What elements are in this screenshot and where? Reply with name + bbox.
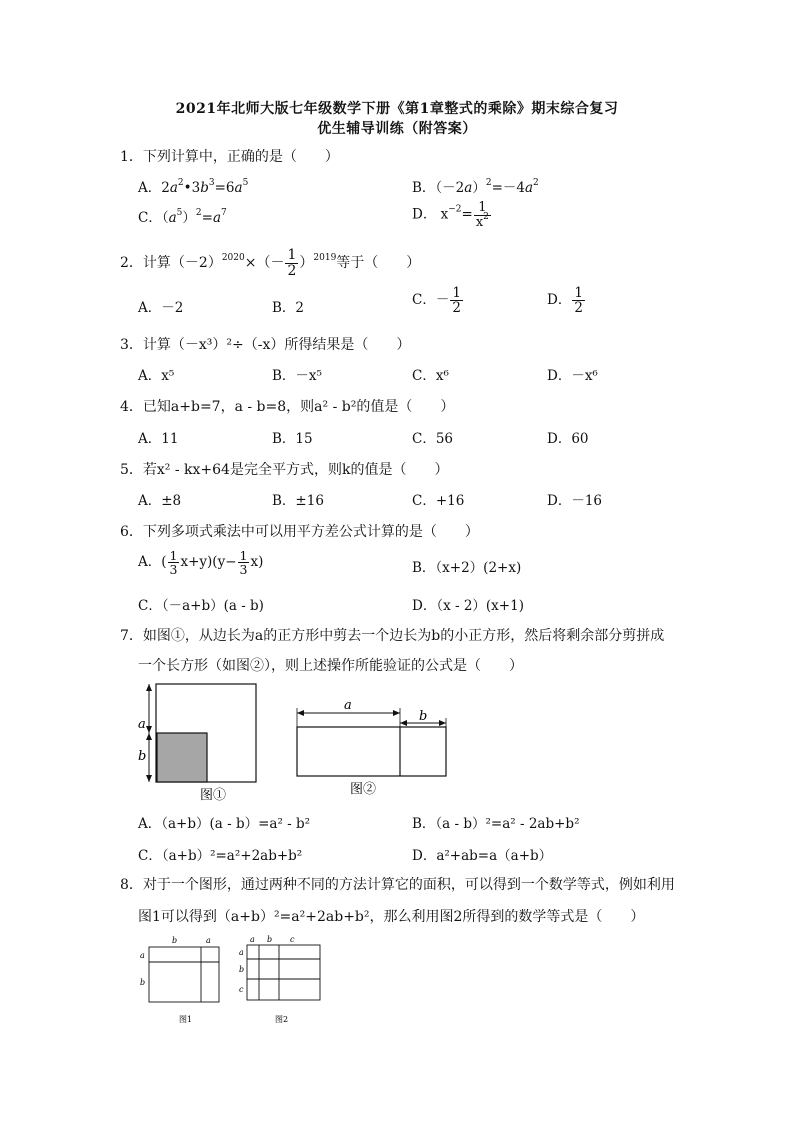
q7-stem-line2: 一个长方形（如图②），则上述操作所能验证的公式是（ ） bbox=[138, 658, 523, 674]
q2-option-b[interactable]: B．2 bbox=[272, 300, 305, 316]
q4-option-c[interactable]: C．56 bbox=[412, 431, 454, 447]
q7-fig2-rectangle bbox=[297, 727, 446, 776]
q2-frac-den: 2 bbox=[287, 262, 297, 279]
q8-fig2-left-c: c bbox=[239, 985, 244, 994]
page-title: 2021年北师大版七年级数学下册《第1章整式的乘除》期末综合复习 bbox=[175, 101, 619, 117]
q8-figure-2 bbox=[236, 934, 336, 1029]
q8-fig1-caption: 图1 bbox=[179, 1015, 193, 1024]
q6-option-a[interactable]: A．( $\frac{1}{3}$ x+y)(y− $\frac{1}{3}$ x) bbox=[138, 548, 264, 578]
q1-d-label: D． bbox=[412, 206, 437, 223]
q2-frac-num: 1 bbox=[287, 247, 297, 263]
q4-stem: 4．已知a+b=7，a - b=8，则a² - b²的值是（ ） bbox=[120, 399, 455, 415]
q5-stem: 5．若x² - kx+64是完全平方式，则k的值是（ ） bbox=[120, 462, 449, 478]
q6-option-d[interactable]: D．（x - 2）(x+1) bbox=[412, 598, 524, 614]
q7-fig1-label-b: b bbox=[138, 749, 147, 764]
q6-option-b[interactable]: B．（x+2）(2+x) bbox=[412, 560, 522, 576]
q7-figure-2 bbox=[290, 696, 455, 801]
q2-exp2: 2019 bbox=[313, 253, 337, 264]
q1-c-label: C． bbox=[138, 210, 162, 226]
q8-fig1-left-a: a bbox=[140, 951, 145, 960]
q5-option-d[interactable]: D．－16 bbox=[547, 493, 603, 509]
q8-fig1-left-b: b bbox=[140, 978, 146, 987]
q2-c-label: C．－ bbox=[412, 292, 450, 309]
q2-stem-post: 等于（ ） bbox=[336, 255, 421, 272]
q4-option-b[interactable]: B．15 bbox=[272, 431, 313, 447]
q8-fig1-top-a: a bbox=[206, 936, 211, 945]
q2-option-c[interactable]: C．－ $\frac{1}{2}$ bbox=[412, 285, 461, 317]
q8-fig2-left-b: b bbox=[239, 965, 245, 974]
q8-stem-line2: 图1可以得到（a+b）²=a²+2ab+b²，那么利用图2所得到的数学等式是（ ） bbox=[138, 909, 645, 925]
page-subtitle: 优生辅导训练（附答案） bbox=[317, 121, 477, 137]
q3-stem: 3．计算（－x³）²÷（-x）所得结果是（ ） bbox=[120, 337, 411, 353]
q2-stem: 2．计算$(-2)^{2020}\times(-$ $\frac{1}{2}$ ）$^{2019}$等于（ ） bbox=[120, 247, 421, 279]
q2-option-a[interactable]: A．－2 bbox=[138, 300, 184, 316]
q1-a-label: A． bbox=[138, 180, 162, 196]
q8-fig2-top-c: c bbox=[290, 935, 295, 944]
q7-fig1-label-a: a bbox=[138, 717, 146, 732]
q3-option-b[interactable]: B．－x⁵ bbox=[272, 368, 322, 384]
q1-b-label: B． bbox=[412, 180, 436, 196]
q7-fig1-small-square bbox=[157, 733, 207, 782]
q8-figure-1 bbox=[135, 934, 235, 1029]
q2-d-label: D． bbox=[547, 292, 572, 309]
q8-fig2-left-a: a bbox=[239, 948, 244, 957]
q2-times: ×（ bbox=[244, 255, 271, 272]
q8-fig2-top-b: b bbox=[267, 935, 273, 944]
q5-option-c[interactable]: C．+16 bbox=[412, 493, 465, 509]
q1-option-b[interactable]: B．$(-2a)^2=-4a^2$ bbox=[412, 178, 539, 196]
q6-stem: 6．下列多项式乘法中可以用平方差公式计算的是（ ） bbox=[120, 524, 479, 540]
q2-option-d[interactable]: D． $\frac{1}{2}$ bbox=[547, 285, 583, 317]
q8-stem-line1: 8．对于一个图形，通过两种不同的方法计算它的面积，可以得到一个数学等式，例如利用 bbox=[120, 877, 675, 893]
q7-option-b[interactable]: B．（a - b）²=a² - 2ab+b² bbox=[412, 816, 580, 832]
q8-fig2-caption: 图2 bbox=[275, 1015, 289, 1024]
q6-option-c[interactable]: C．（－a+b）(a - b) bbox=[138, 598, 264, 614]
q5-option-a[interactable]: A．±8 bbox=[138, 493, 182, 509]
q7-fig2-label-a: a bbox=[344, 698, 352, 713]
q7-option-d[interactable]: D．a²+ab=a（a+b） bbox=[412, 848, 553, 864]
q3-option-a[interactable]: A．x⁵ bbox=[138, 368, 175, 384]
q7-fig2-label-b: b bbox=[419, 709, 428, 724]
q4-option-d[interactable]: D．60 bbox=[547, 431, 589, 447]
q1-option-a[interactable]: A．$2a^2•3b^3=6a^5$ bbox=[138, 178, 249, 196]
q3-option-c[interactable]: C．x⁶ bbox=[412, 368, 449, 384]
q2-stem-pre: 2．计算（－2） bbox=[120, 255, 222, 272]
q7-option-c[interactable]: C．（a+b）²=a²+2ab+b² bbox=[138, 848, 303, 864]
q8-fig2-top-a: a bbox=[250, 935, 255, 944]
q5-option-b[interactable]: B．±16 bbox=[272, 493, 324, 509]
q8-fig2-outer bbox=[247, 945, 320, 1000]
q8-fig1-top-b: b bbox=[172, 936, 178, 945]
q7-figure-1 bbox=[130, 676, 265, 804]
q1-option-d[interactable]: D． $x^{-2}=$ $\frac{1}{x^2}$ bbox=[412, 200, 489, 230]
q3-option-d[interactable]: D．－x⁶ bbox=[547, 368, 598, 384]
q8-fig1-outer bbox=[149, 947, 219, 1002]
q2-exp1: 2020 bbox=[221, 253, 245, 264]
q1-option-c[interactable]: C．$(a^5)^2=a^7$ bbox=[138, 208, 227, 226]
q7-fig2-caption: 图② bbox=[350, 782, 377, 797]
q7-fig1-caption: 图① bbox=[200, 788, 227, 803]
q6-a-label: A． bbox=[138, 554, 162, 571]
q1-stem: 1．下列计算中，正确的是（ ） bbox=[120, 149, 339, 165]
q7-stem-line1: 7．如图①，从边长为a的正方形中剪去一个边长为b的小正方形，然后将剩余部分剪拼成 bbox=[120, 628, 665, 644]
q7-option-a[interactable]: A．（a+b）(a - b）=a² - b² bbox=[138, 816, 311, 832]
q4-option-a[interactable]: A．11 bbox=[138, 431, 179, 447]
